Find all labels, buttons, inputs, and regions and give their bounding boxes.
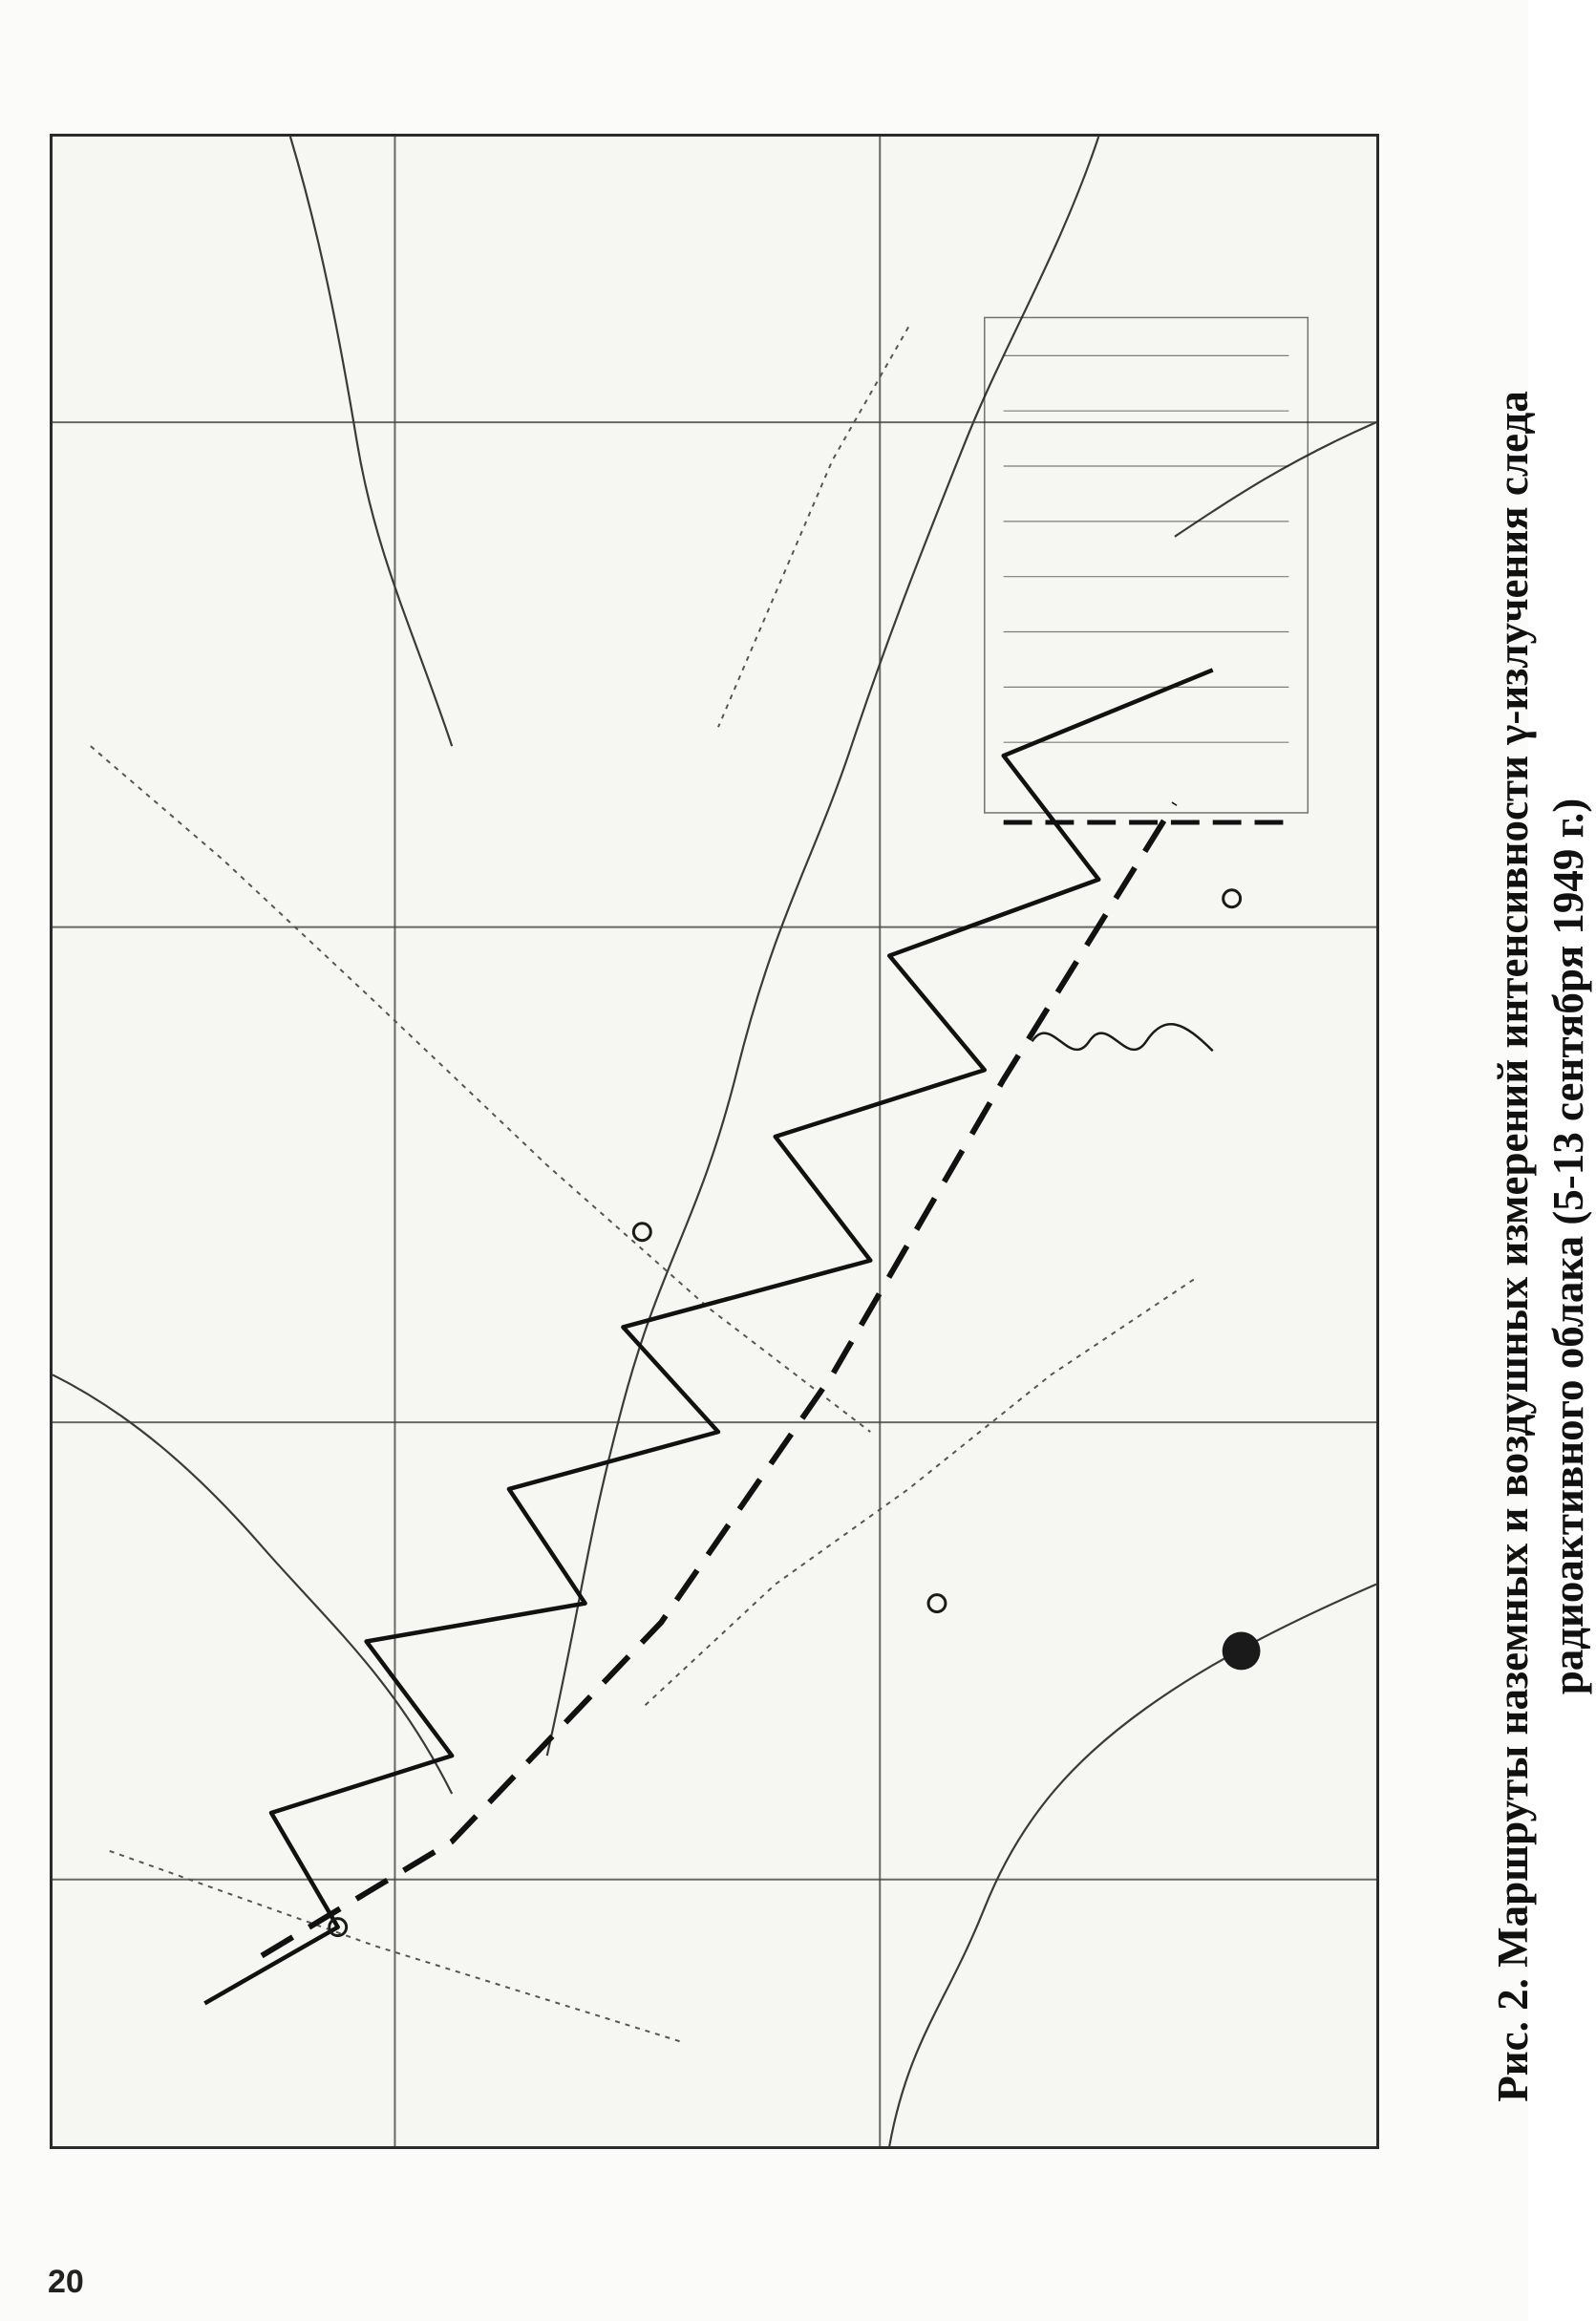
river: [1175, 422, 1376, 537]
page-number: 20: [48, 2264, 84, 2300]
river: [53, 1374, 452, 1794]
legend: [985, 317, 1309, 813]
river: [290, 137, 452, 746]
city-marker: [633, 1224, 650, 1241]
air-route: [262, 803, 1175, 1956]
caption-line-2: радиоактивного облака (5-13 сентября 1949 г.): [1544, 798, 1592, 1695]
road: [91, 746, 870, 1432]
road: [642, 1280, 1194, 1709]
caption-line-1: Рис. 2. Маршруты наземных и воздушных измерений интенсивности γ-излучения следа: [1489, 391, 1537, 2102]
city-marker: [1224, 890, 1241, 907]
city-marker: [1223, 1632, 1261, 1671]
river: [547, 137, 1099, 1756]
figure-caption: [1485, 205, 1596, 2288]
route-map: [50, 134, 1379, 2149]
signature: [1032, 1024, 1213, 1051]
river: [889, 1585, 1376, 2146]
city-marker: [928, 1595, 946, 1612]
ground-route: [204, 670, 1212, 2003]
map-drawing: [53, 137, 1376, 2146]
